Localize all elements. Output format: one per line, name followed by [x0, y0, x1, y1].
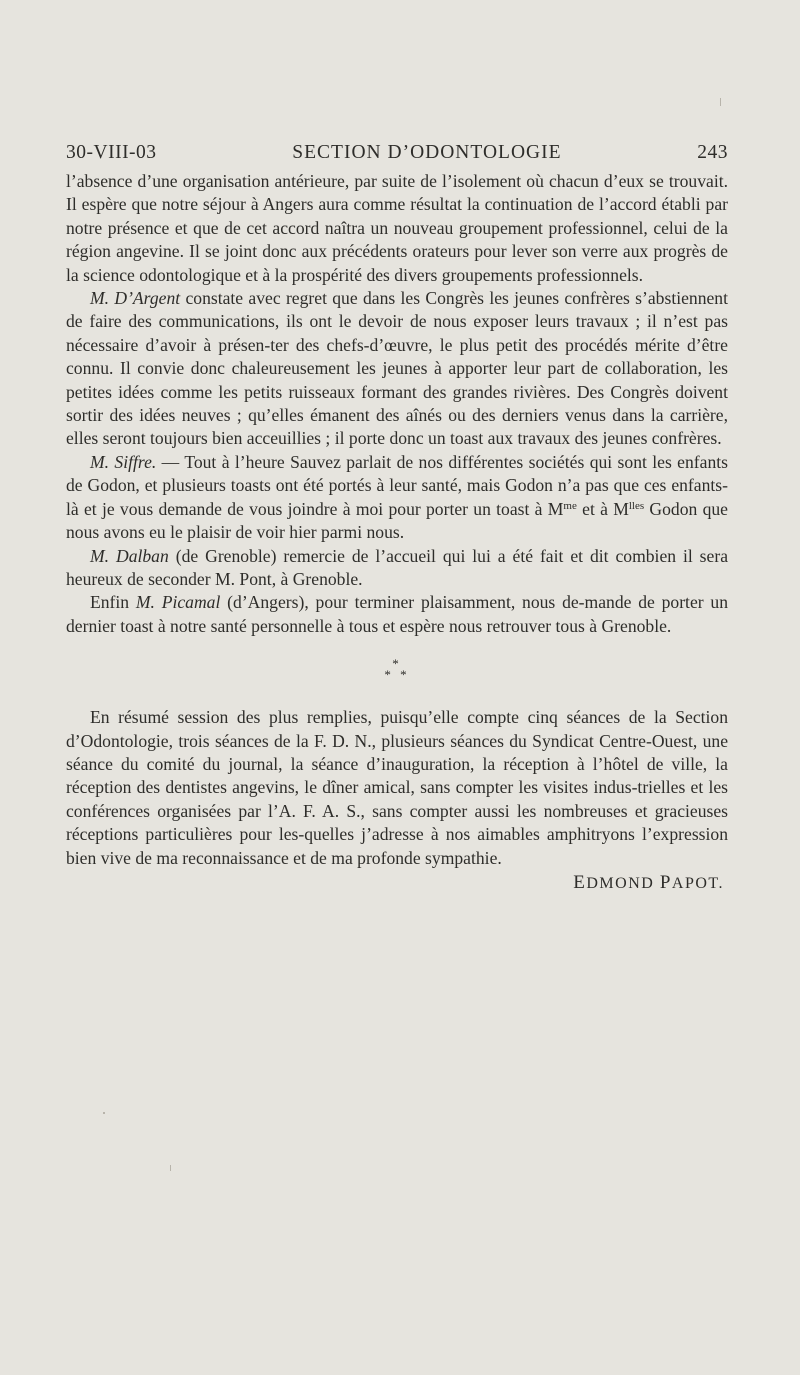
- running-header: [66, 142, 728, 164]
- speaker-name: M. Picamal: [135, 592, 221, 613]
- paragraph-text: Enfin: [90, 592, 136, 613]
- asterism-bottom: * *: [384, 667, 410, 683]
- paper-speck: [720, 98, 721, 106]
- signature-text: DMOND: [586, 874, 655, 892]
- superscript: lles: [628, 499, 645, 512]
- signature-text: APOT.: [671, 874, 724, 892]
- paragraph: [66, 170, 728, 287]
- page-number: 243: [697, 142, 728, 163]
- header-title: SECTION D’ODONTOLOGIE: [292, 142, 562, 163]
- paragraph-text: En résumé session des plus remplies, puisqu’elle compte cinq séances de la Section d’Odontologie, trois séances de la F. D. N., plusieurs séances du Syndicat Centre-Ouest, une séance du comité du journal, la séance d’inauguration, la réception à l’hôtel de ville, la réception des dentistes angevins, le dîner amical, sans compter les visites indus-trielles et les conférences organisées par l’A. F. A. S., sans compter aussi les nombreuses et gracieuses réceptions particulières pour les-quelles j’adresse à nos aimables amphitryons l’expression bien vive de ma reconnaissance et de ma profonde sympathie.: [66, 707, 728, 868]
- paragraph-text: constate avec regret que dans les Congrès les jeunes confrères s’abstiennent de faire des communications, ils ont le devoir de nous exposer leurs travaux ; il n’est pas nécessaire d’avoir à présen-ter des chefs-d’œuvre, le plus petit des procédés mérite d’être connu. Il convie donc chaleureusement les jeunes à apporter leur part de collaboration, les petites idées comme les petits ruisseaux formant des grandes rivières. Des Congrès doivent sortir des idées neuves ; qu’elles émanent des aînés ou des derniers venus dans la carrière, elles seront toujours bien acceuillies ; il porte donc un toast aux travaux des jeunes confrères.: [66, 288, 728, 449]
- paragraph: [66, 706, 728, 870]
- paper-speck: [103, 1112, 105, 1114]
- asterism-top: *: [392, 656, 402, 672]
- header-date: 30-VIII-03: [66, 142, 157, 163]
- paragraph-text: l’absence d’une organisation antérieure, par suite de l’isolement où chacun d’eux se trouvait. Il espère que notre séjour à Angers aura comme résultat la continuation de l’accord établi par notre présence et que de cet accord naîtra un nouveau groupement professionnel, celui de la région angevine. Il se joint donc aux précédents orateurs pour lever son verre aux progrès de la science odontologique et à la prospérité des divers groupements professionnels.: [66, 171, 728, 285]
- paragraph: [66, 451, 728, 545]
- superscript: me: [563, 499, 577, 512]
- author-signature: [66, 872, 728, 894]
- speaker-name: M. D’Argent: [90, 288, 181, 309]
- body-text: [66, 170, 728, 870]
- paragraph: [66, 591, 728, 638]
- speaker-name: M. Siffre.: [90, 451, 157, 472]
- book-page: [66, 142, 728, 894]
- paragraph-text: — Tout à l’heure Sauvez parlait de nos différentes sociétés qui sont les enfants de Godon, et plusieurs toasts ont été portés à leur santé, mais Godon n’a pas que ces enfants-là et je vous demande de vous joindre à moi pour porter un toast à M: [66, 451, 728, 519]
- paragraph-text: (d’Angers), pour terminer plaisamment, nous de-mande de porter un dernier toast à notre santé personnelle à tous et espère nous retrouver tous à Grenoble.: [66, 592, 728, 636]
- signature-initial: P: [659, 871, 672, 893]
- paragraph: [66, 545, 728, 592]
- paragraph: [66, 287, 728, 451]
- paragraph-text: (de Grenoble) remercie de l’accueil qui lui a été fait et dit combien il sera heureux de seconder M. Pont, à Grenoble.: [66, 545, 729, 589]
- signature-initial: E: [573, 871, 587, 893]
- paragraph-text: et à M: [576, 498, 629, 519]
- paper-speck: [170, 1165, 171, 1171]
- paragraph-text: Godon que nous avons eu le plaisir de voir hier parmi nous.: [66, 498, 728, 543]
- speaker-name: M. Dalban: [90, 545, 169, 566]
- asterism-divider: [66, 656, 728, 683]
